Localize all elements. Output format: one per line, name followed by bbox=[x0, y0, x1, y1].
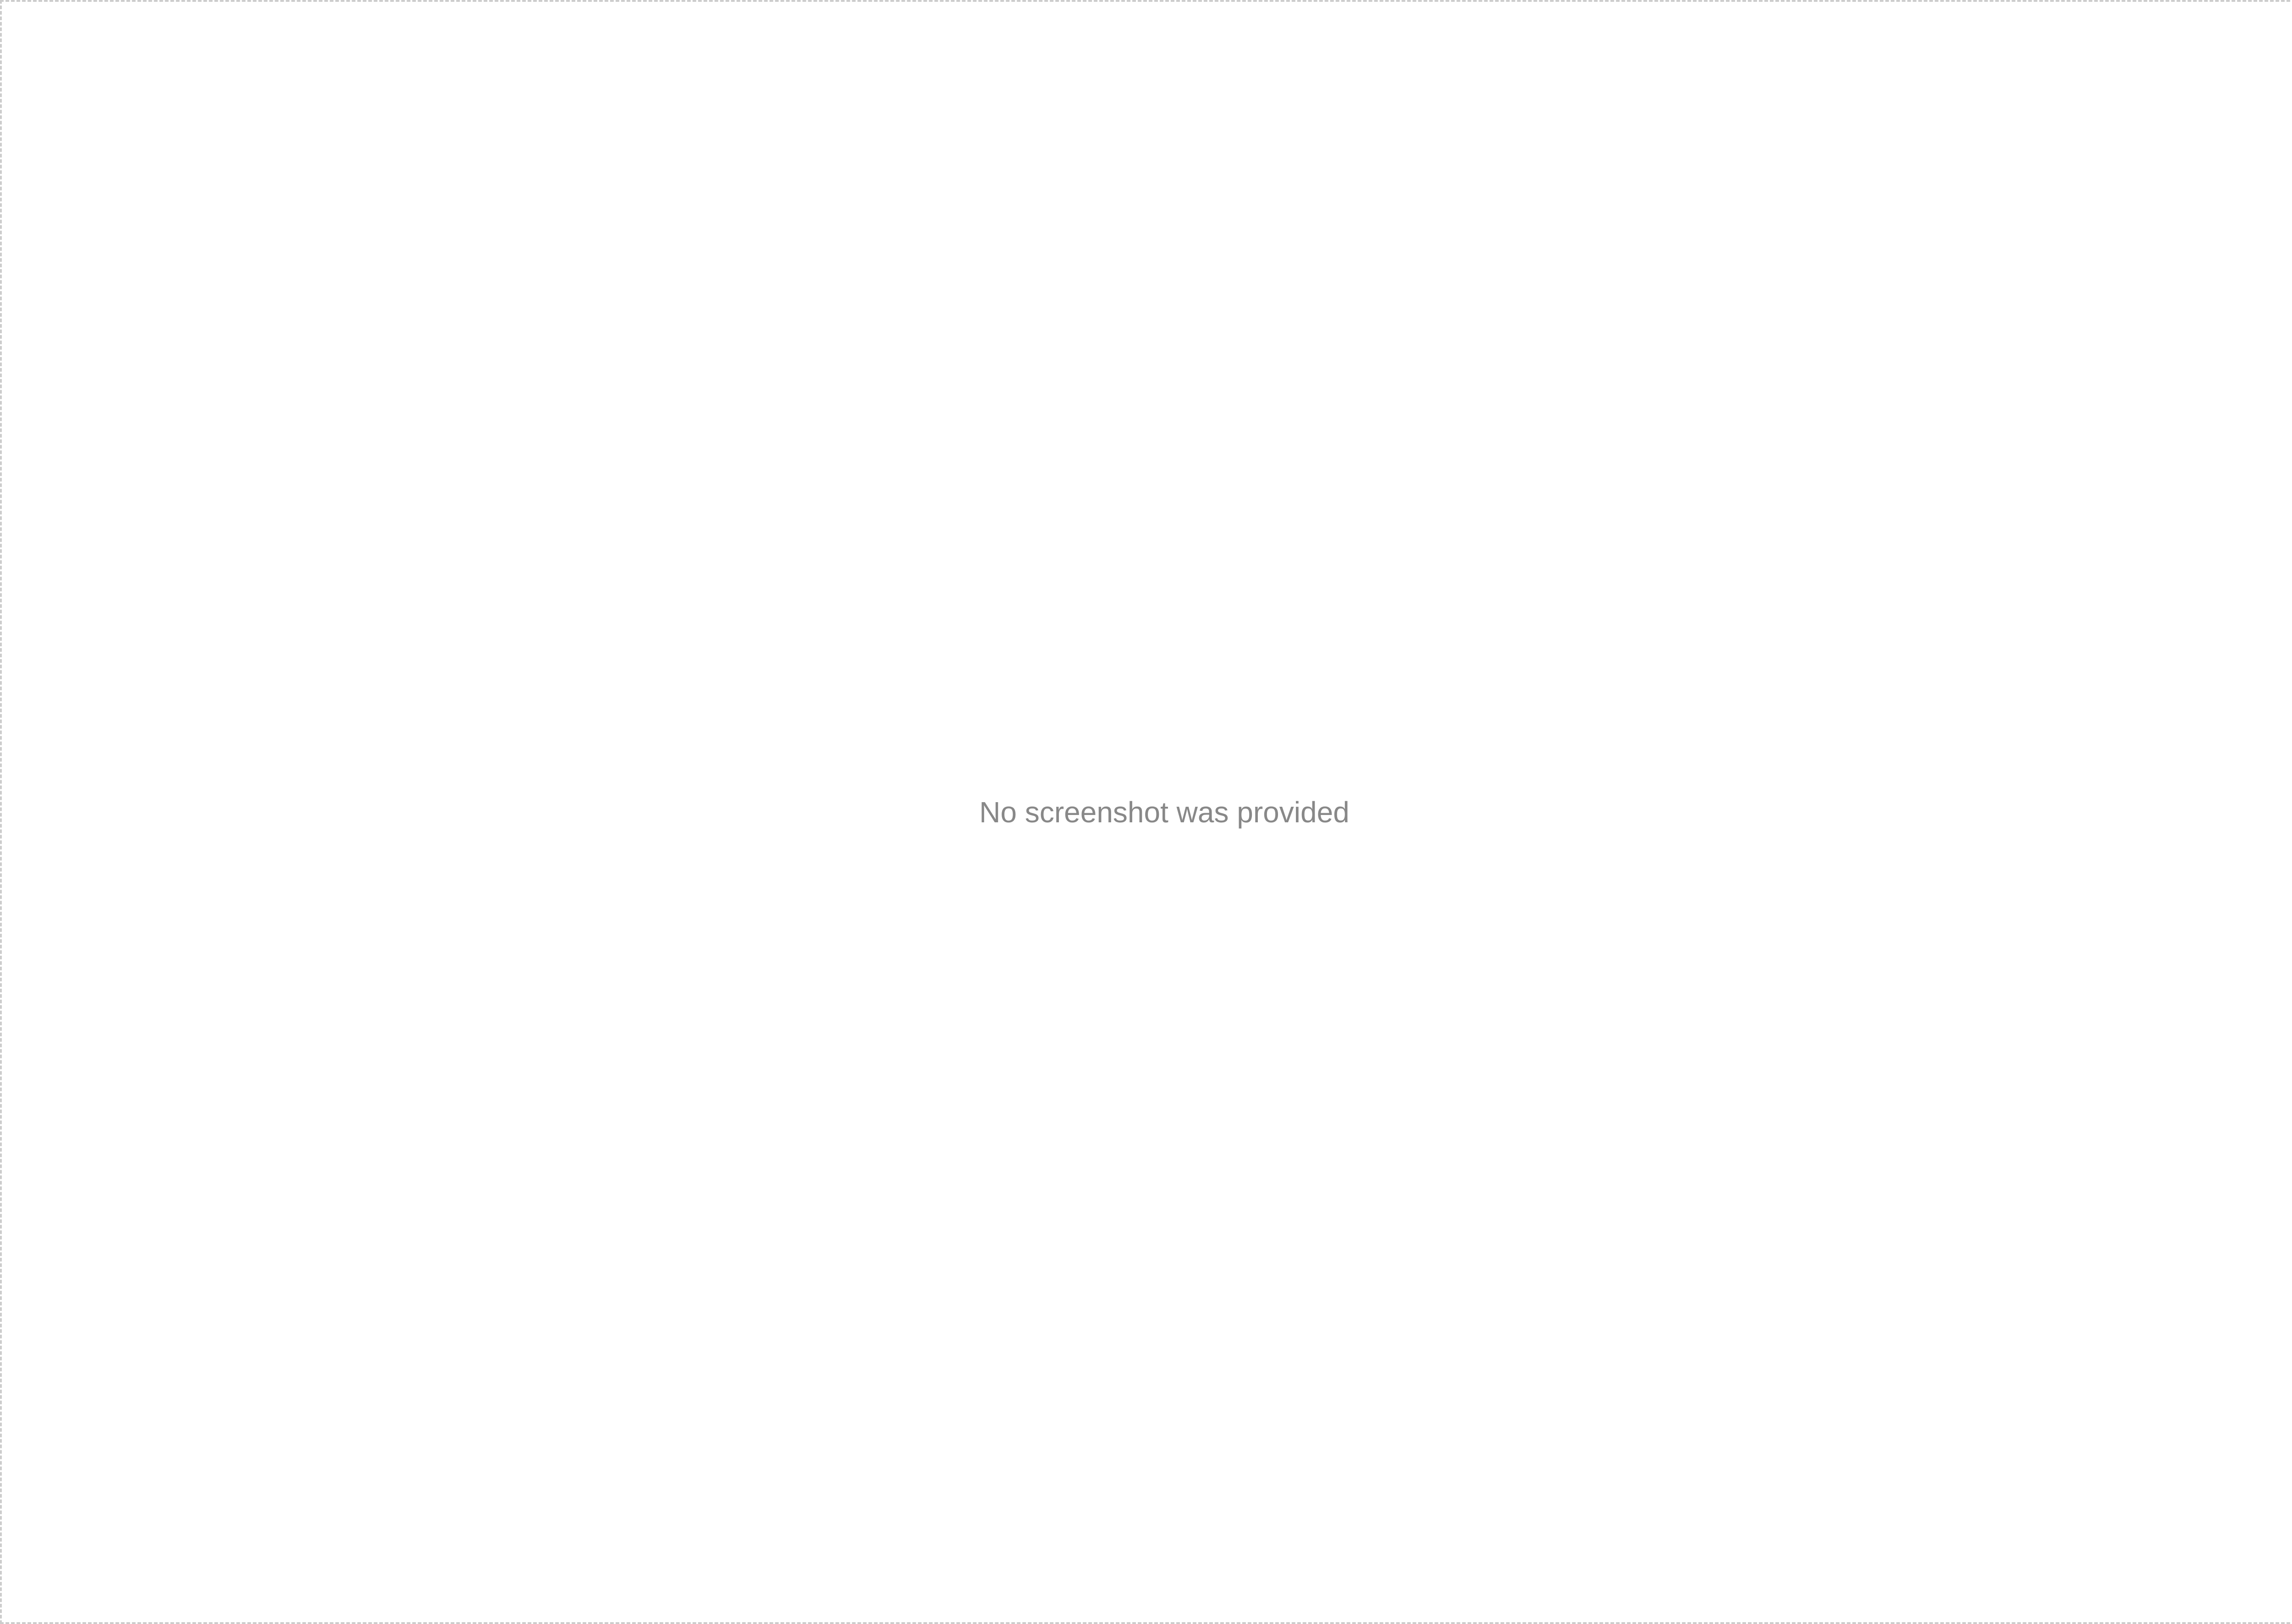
placeholder-message: No screenshot was provided bbox=[979, 795, 1350, 829]
